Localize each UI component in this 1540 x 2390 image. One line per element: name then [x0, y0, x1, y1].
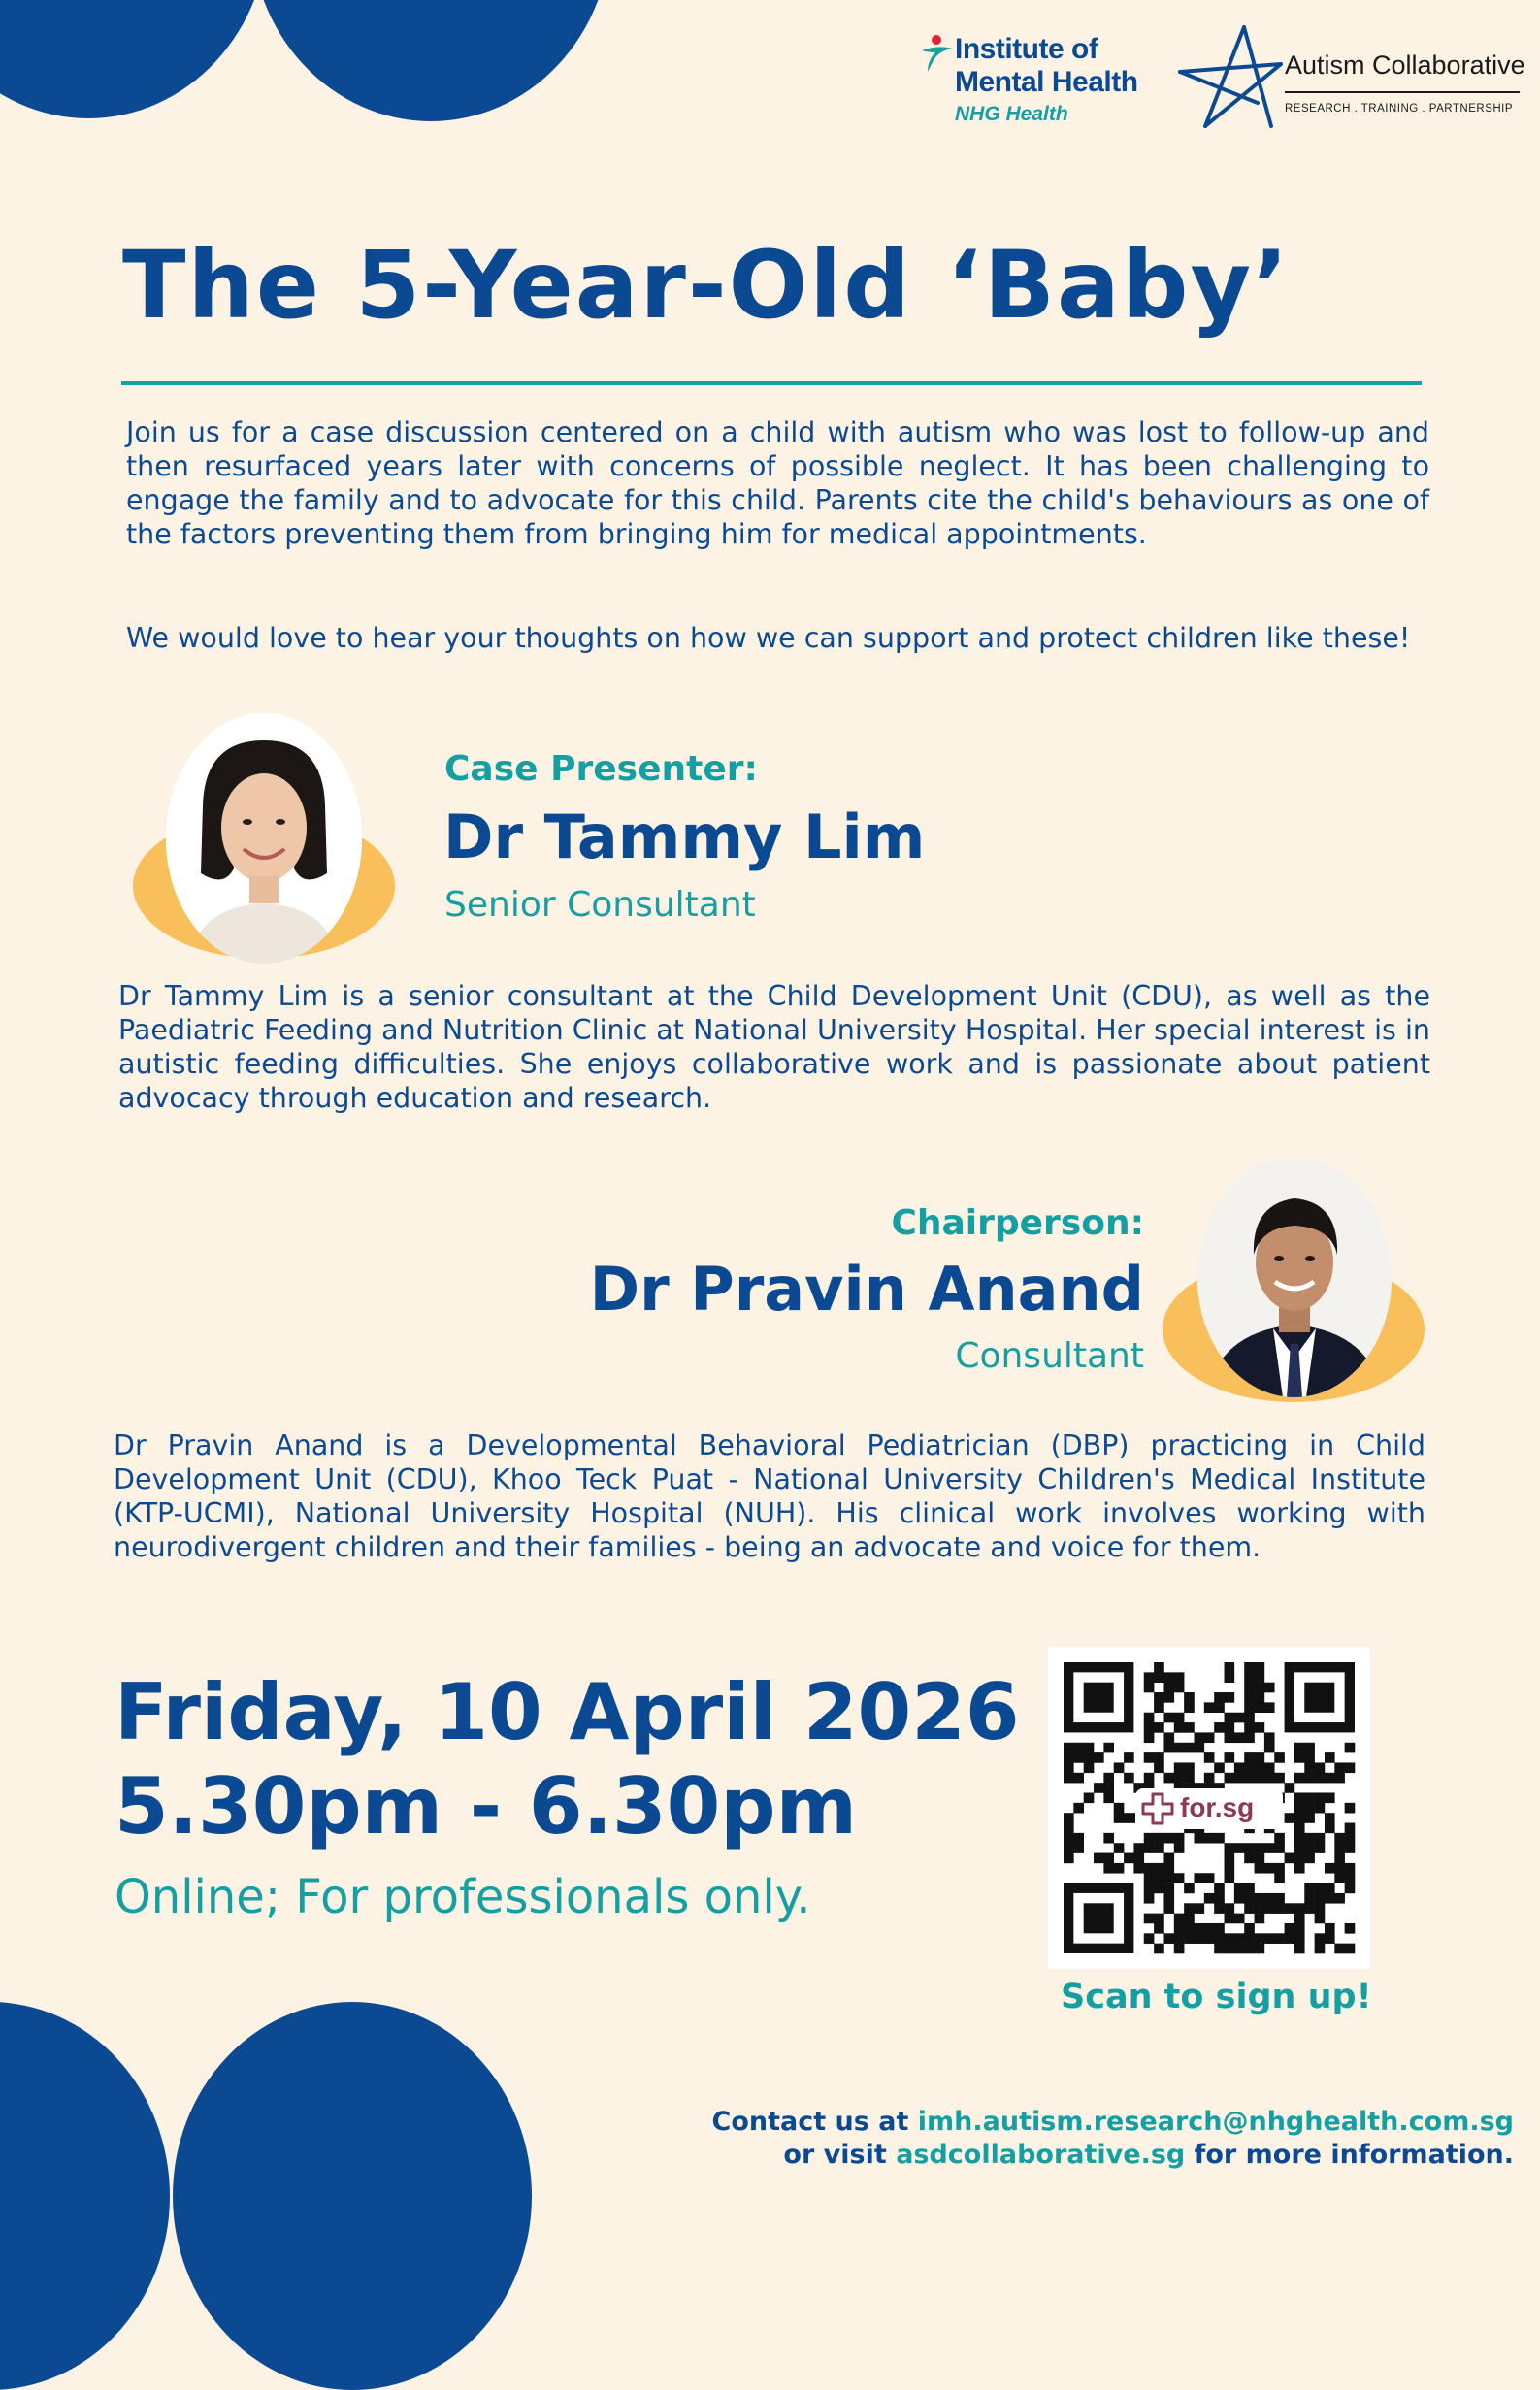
contact-prefix: Contact us at	[711, 2107, 918, 2137]
presenter-photo	[133, 713, 395, 966]
avatar	[166, 713, 362, 964]
decor-circle-top-left	[0, 0, 269, 118]
swoosh-icon	[920, 33, 955, 72]
presenter-name: Dr Tammy Lim	[443, 802, 926, 872]
contact-visit-prefix: or visit	[783, 2140, 897, 2170]
intro-paragraph-1: Join us for a case discussion centered on a child with autism who was lost to follow-up and then resurfaced years later with concerns of possible neglect. It has been challenging to engage the family and to advocate for this child. Parents cite the child's behaviours as one of the factors preventing them from bringing him for medical appointments.	[126, 416, 1429, 550]
decor-circle-top-mid	[250, 0, 611, 121]
logo-divider	[1285, 91, 1520, 93]
contact-website-link[interactable]: asdcollaborative.sg	[896, 2140, 1186, 2170]
imh-logo-line1: Institute of	[955, 33, 1098, 65]
intro-paragraph-2: We would love to hear your thoughts on how we can support and protect children like these!	[126, 622, 1411, 654]
qr-caption: Scan to sign up!	[1061, 1978, 1372, 2016]
presenter-bio: Dr Tammy Lim is a senior consultant at the Child Development Unit (CDU), as well as the Paediatric Feeding and Nutrition Clinic at National University Hospital. Her special interest is in autistic feeding difficulties. She enjoys collaborative work and is passionate about patient advocacy through education and research.	[118, 980, 1430, 1114]
event-note: Online; For professionals only.	[115, 1870, 811, 1924]
imh-logo	[920, 31, 1172, 138]
signup-qr-code[interactable]	[1048, 1647, 1370, 1969]
contact-suffix: for more information.	[1185, 2140, 1514, 2170]
decor-circle-bottom-left	[0, 2002, 170, 2390]
presenter-title: Senior Consultant	[444, 885, 756, 925]
chair-portrait-icon	[1197, 1158, 1392, 1397]
chair-photo	[1163, 1158, 1425, 1410]
autism-collaborative-title: Autism Collaborative	[1285, 50, 1525, 80]
contact-info	[712, 2106, 1514, 2172]
page-title: The 5-Year-Old ‘Baby’	[122, 231, 1291, 340]
presenter-portrait-icon	[166, 713, 362, 964]
imh-logo-line3: NHG Health	[955, 103, 1068, 125]
chair-bio: Dr Pravin Anand is a Developmental Behavioral Pediatrician (DBP) practicing in Child Development Unit (CDU), Khoo Teck Puat - National University Children's Medical Institute (KTP-UCMI), National University Hospital (NUH). His clinical work involves working with neurodivergent children and their families - being an advocate and voice for them.	[114, 1429, 1425, 1563]
chair-role-label: Chairperson:	[891, 1203, 1144, 1243]
decor-circle-bottom-mid	[173, 2002, 532, 2390]
presenter-role-label: Case Presenter:	[444, 749, 758, 789]
avatar	[1197, 1158, 1392, 1397]
autism-collaborative-tagline: RESEARCH . TRAINING . PARTNERSHIP	[1285, 103, 1514, 115]
event-date: Friday, 10 April 2026	[115, 1667, 1020, 1757]
health-cross-icon	[1141, 1792, 1174, 1825]
contact-line-1	[712, 2106, 1514, 2139]
title-underline	[121, 381, 1422, 385]
autism-collaborative-logo	[1176, 21, 1525, 133]
qr-center-label: for.sg	[1180, 1792, 1255, 1822]
qr-center-badge	[1135, 1788, 1283, 1829]
chair-name: Dr Pravin Anand	[589, 1254, 1144, 1325]
chair-title: Consultant	[955, 1336, 1144, 1376]
contact-line-2	[712, 2139, 1514, 2172]
star-a-icon	[1176, 21, 1285, 133]
contact-email-link[interactable]: imh.autism.research@nhghealth.com.sg	[917, 2107, 1514, 2137]
imh-logo-line2: Mental Health	[955, 66, 1138, 98]
event-time: 5.30pm - 6.30pm	[115, 1761, 857, 1851]
